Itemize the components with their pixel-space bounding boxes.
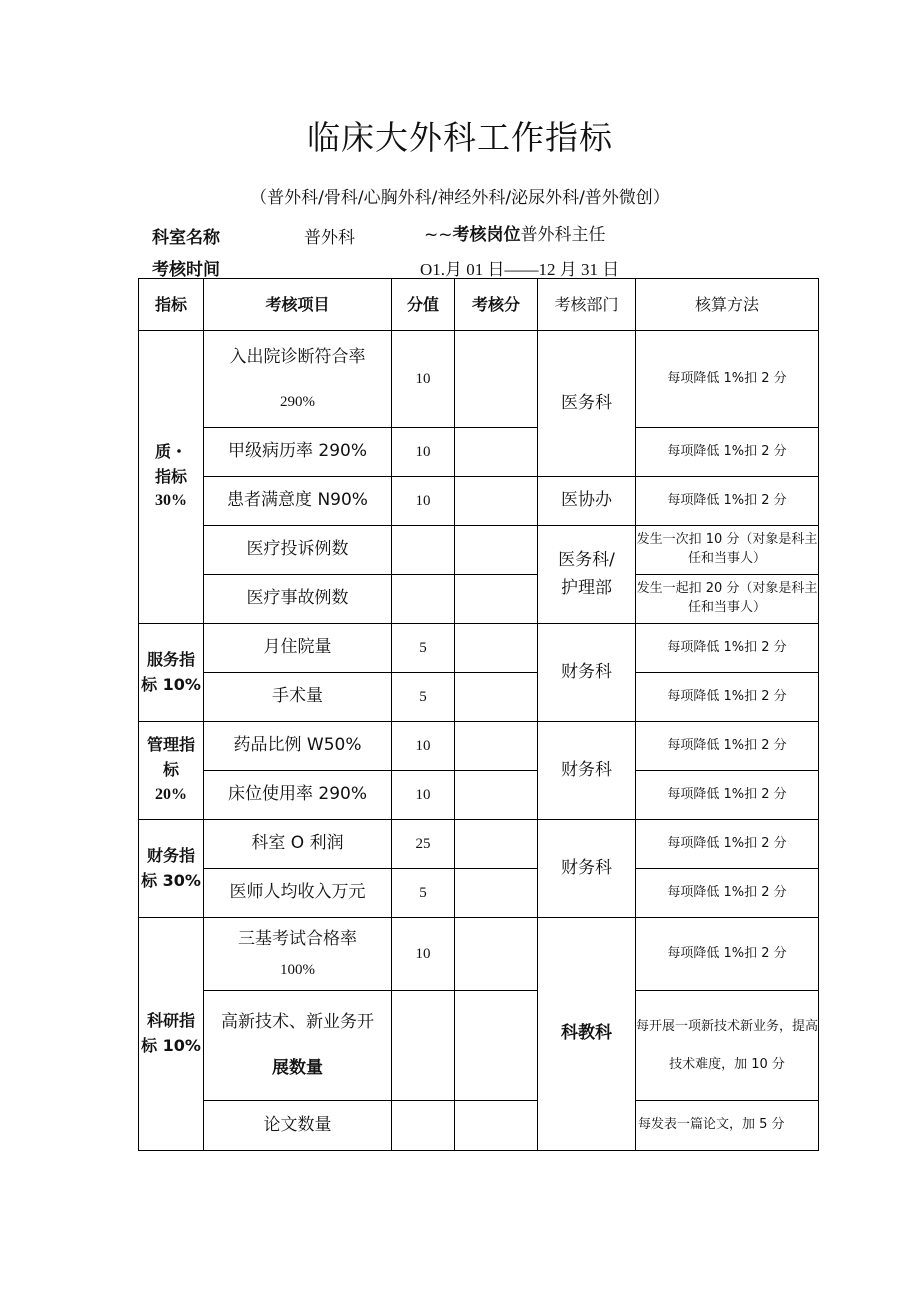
header-cell: 考核项目 <box>204 279 392 331</box>
item-cell: 药品比例 W50% <box>204 722 392 771</box>
assessed-score-cell <box>455 575 538 624</box>
indicator-table <box>138 278 819 1151</box>
method-cell: 每开展一项新技术新业务，提高技术难度，加 10 分 <box>636 991 819 1101</box>
header-cell: 考核分 <box>455 279 538 331</box>
assessed-score-cell <box>455 820 538 869</box>
item-cell: 入出院诊断符合率 290% <box>204 331 392 428</box>
item-cell: 患者满意度 N90% <box>204 477 392 526</box>
score-cell <box>392 575 455 624</box>
table-row <box>139 771 819 820</box>
item-cell: 月住院量 <box>204 624 392 673</box>
assessed-score-cell <box>455 673 538 722</box>
dept-cell: 财务科 <box>538 624 636 722</box>
item-cell: 医疗事故例数 <box>204 575 392 624</box>
method-cell: 每项降低 1%扣 2 分 <box>636 918 819 991</box>
score-cell: 10 <box>392 477 455 526</box>
item-cell: 医师人均收入万元 <box>204 869 392 918</box>
method-cell: 每项降低 1%扣 2 分 <box>636 673 819 722</box>
method-cell: 每项降低 1%扣 2 分 <box>636 869 819 918</box>
method-cell: 每项降低 1%扣 2 分 <box>636 428 819 477</box>
dept-cell: 科教科 <box>538 918 636 1151</box>
assessed-score-cell <box>455 869 538 918</box>
category-cell: 科研指 标 10% <box>139 918 204 1151</box>
header-cell: 考核部门 <box>538 279 636 331</box>
table-row <box>139 624 819 673</box>
score-cell <box>392 1101 455 1151</box>
table-row <box>139 1101 819 1151</box>
score-cell: 10 <box>392 771 455 820</box>
table-row <box>139 526 819 575</box>
method-cell: 每项降低 1%扣 2 分 <box>636 477 819 526</box>
time-label: 考核时间 <box>152 260 220 280</box>
assessed-score-cell <box>455 1101 538 1151</box>
post-prefix: ~~ <box>424 225 453 245</box>
dept-cell: 医务科/ 护理部 <box>538 526 636 624</box>
table-row <box>139 820 819 869</box>
category-cell: 财务指 标 30% <box>139 820 204 918</box>
score-cell: 10 <box>392 918 455 991</box>
table-row <box>139 477 819 526</box>
header-cell: 指标 <box>139 279 204 331</box>
dept-cell: 医务科 <box>538 331 636 477</box>
assessed-score-cell <box>455 918 538 991</box>
assessed-score-cell <box>455 624 538 673</box>
assessed-score-cell <box>455 722 538 771</box>
item-cell: 床位使用率 290% <box>204 771 392 820</box>
dept-label: 科室名称 <box>152 228 220 248</box>
table-header-row <box>139 279 819 331</box>
page-title: 临床大外科工作指标 <box>307 118 613 157</box>
method-cell: 每发表一篇论文，加 5 分 <box>636 1101 819 1151</box>
score-cell <box>392 991 455 1101</box>
post-field <box>424 220 606 245</box>
table-row <box>139 991 819 1101</box>
post-value: 普外科主任 <box>520 225 606 245</box>
table-row <box>139 428 819 477</box>
category-cell: 质・ 指标 30% <box>139 331 204 624</box>
category-cell: 管理指 标 20% <box>139 722 204 820</box>
item-cell: 甲级病历率 290% <box>204 428 392 477</box>
score-cell: 5 <box>392 673 455 722</box>
score-cell: 10 <box>392 722 455 771</box>
header-cell: 分值 <box>392 279 455 331</box>
table-row <box>139 722 819 771</box>
method-cell: 每项降低 1%扣 2 分 <box>636 771 819 820</box>
score-cell: 5 <box>392 624 455 673</box>
page-subtitle: （普外科/骨科/心胸外科/神经外科/泌尿外科/普外微创） <box>250 188 670 208</box>
table-row <box>139 869 819 918</box>
item-cell: 医疗投诉例数 <box>204 526 392 575</box>
table-row <box>139 331 819 428</box>
table-row <box>139 673 819 722</box>
header-cell: 核算方法 <box>636 279 819 331</box>
category-cell: 服务指 标 10% <box>139 624 204 722</box>
score-cell: 5 <box>392 869 455 918</box>
item-cell: 科室 O 利润 <box>204 820 392 869</box>
method-cell: 发生一次扣 10 分（对象是科主任和当事人） <box>636 526 819 575</box>
score-cell: 25 <box>392 820 455 869</box>
score-cell: 10 <box>392 331 455 428</box>
table-row <box>139 575 819 624</box>
dept-value: 普外科 <box>304 228 355 248</box>
score-cell: 10 <box>392 428 455 477</box>
dept-cell: 医协办 <box>538 477 636 526</box>
assessed-score-cell <box>455 991 538 1101</box>
dept-cell: 财务科 <box>538 722 636 820</box>
assessed-score-cell <box>455 477 538 526</box>
method-cell: 每项降低 1%扣 2 分 <box>636 722 819 771</box>
method-cell: 每项降低 1%扣 2 分 <box>636 820 819 869</box>
item-cell: 高新技术、新业务开 展数量 <box>204 991 392 1101</box>
item-cell: 论文数量 <box>204 1101 392 1151</box>
score-cell <box>392 526 455 575</box>
assessed-score-cell <box>455 331 538 428</box>
dept-cell: 财务科 <box>538 820 636 918</box>
table-row <box>139 918 819 991</box>
method-cell: 每项降低 1%扣 2 分 <box>636 624 819 673</box>
time-value: O1.月 01 日——12 月 31 日 <box>420 260 620 279</box>
assessed-score-cell <box>455 526 538 575</box>
item-cell: 三基考试合格率 100% <box>204 918 392 991</box>
post-label: 考核岗位 <box>452 225 521 245</box>
method-cell: 每项降低 1%扣 2 分 <box>636 331 819 428</box>
assessed-score-cell <box>455 428 538 477</box>
assessed-score-cell <box>455 771 538 820</box>
method-cell: 发生一起扣 20 分（对象是科主任和当事人） <box>636 575 819 624</box>
item-cell: 手术量 <box>204 673 392 722</box>
